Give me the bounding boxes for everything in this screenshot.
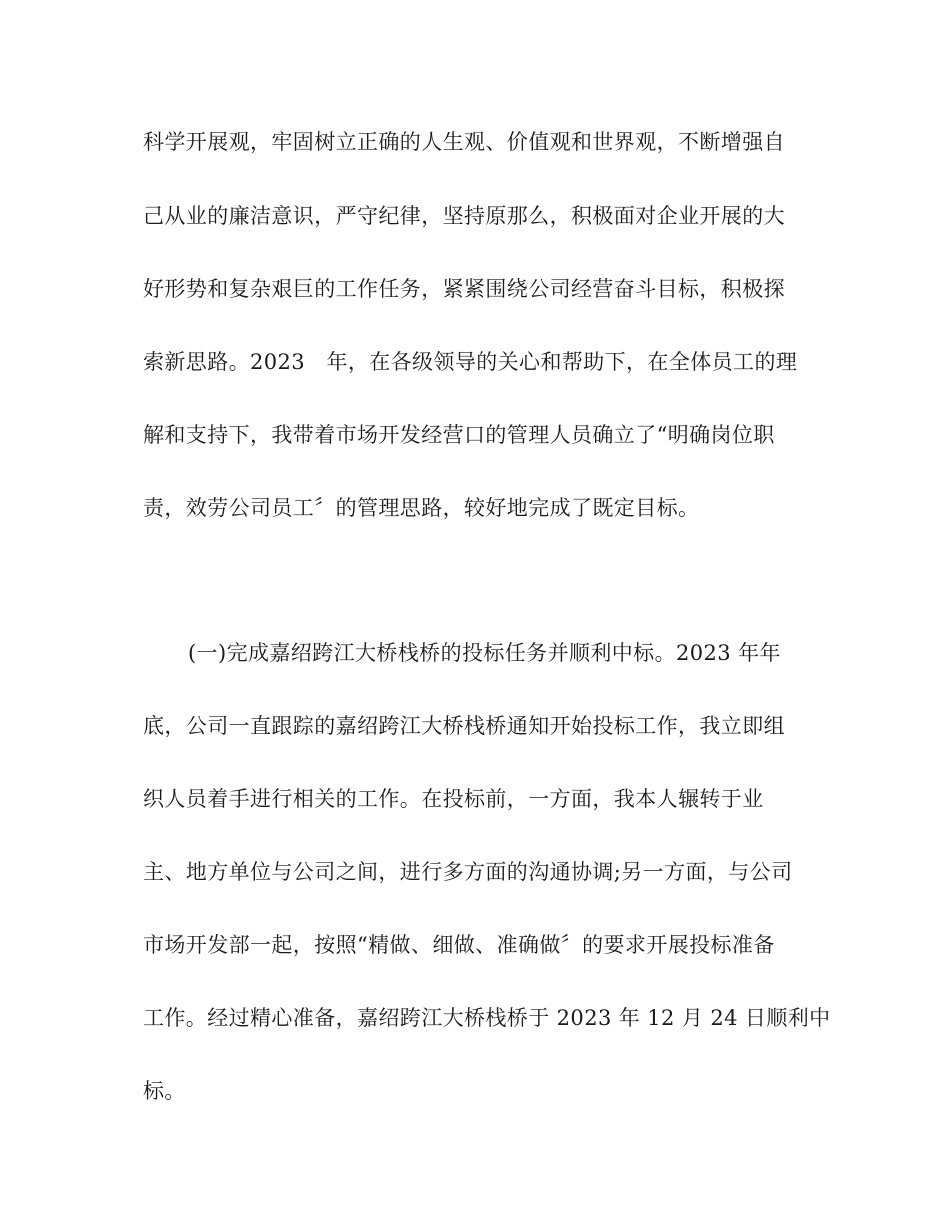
paragraph-2-line: 标。 <box>143 1079 186 1103</box>
paragraph-2-line: 主、地方单位与公司之间，进行多方面的沟通协调;另一方面，与公司 <box>143 860 793 884</box>
paragraph-2-line: 工作。经过精心准备，嘉绍跨江大桥栈桥于 2023 年 12 月 24 日顺利中 <box>143 1006 831 1030</box>
paragraph-1-line: 解和支持下，我带着市场开发经营口的管理人员确立了“明确岗位职 <box>143 423 775 447</box>
paragraph-1-line: 己从业的廉洁意识，严守纪律，坚持原那么，积极面对企业开展的大 <box>143 204 785 228</box>
paragraph-2-line: (一)完成嘉绍跨江大桥栈桥的投标任务并顺利中标。2023 年年 <box>188 641 781 665</box>
paragraph-2-line: 市场开发部一起，按照“精做、细做、准确做〞的要求开展投标准备 <box>143 933 775 957</box>
paragraph-1-line: 好形势和复杂艰巨的工作任务，紧紧围绕公司经营奋斗目标，积极探 <box>143 277 785 301</box>
paragraph-1-line: 索新思路。2023 年，在各级领导的关心和帮助下，在全体员工的理 <box>143 350 798 374</box>
paragraph-2-line: 织人员着手进行相关的工作。在投标前，一方面，我本人辗转于业 <box>143 787 764 811</box>
paragraph-2-line: 底，公司一直跟踪的嘉绍跨江大桥栈桥通知开始投标工作，我立即组 <box>143 714 785 738</box>
paragraph-1-line: 科学开展观，牢固树立正确的人生观、价值观和世界观，不断增强自 <box>143 130 785 154</box>
paragraph-1-line: 责，效劳公司员工〞的管理思路，较好地完成了既定目标。 <box>143 496 700 520</box>
